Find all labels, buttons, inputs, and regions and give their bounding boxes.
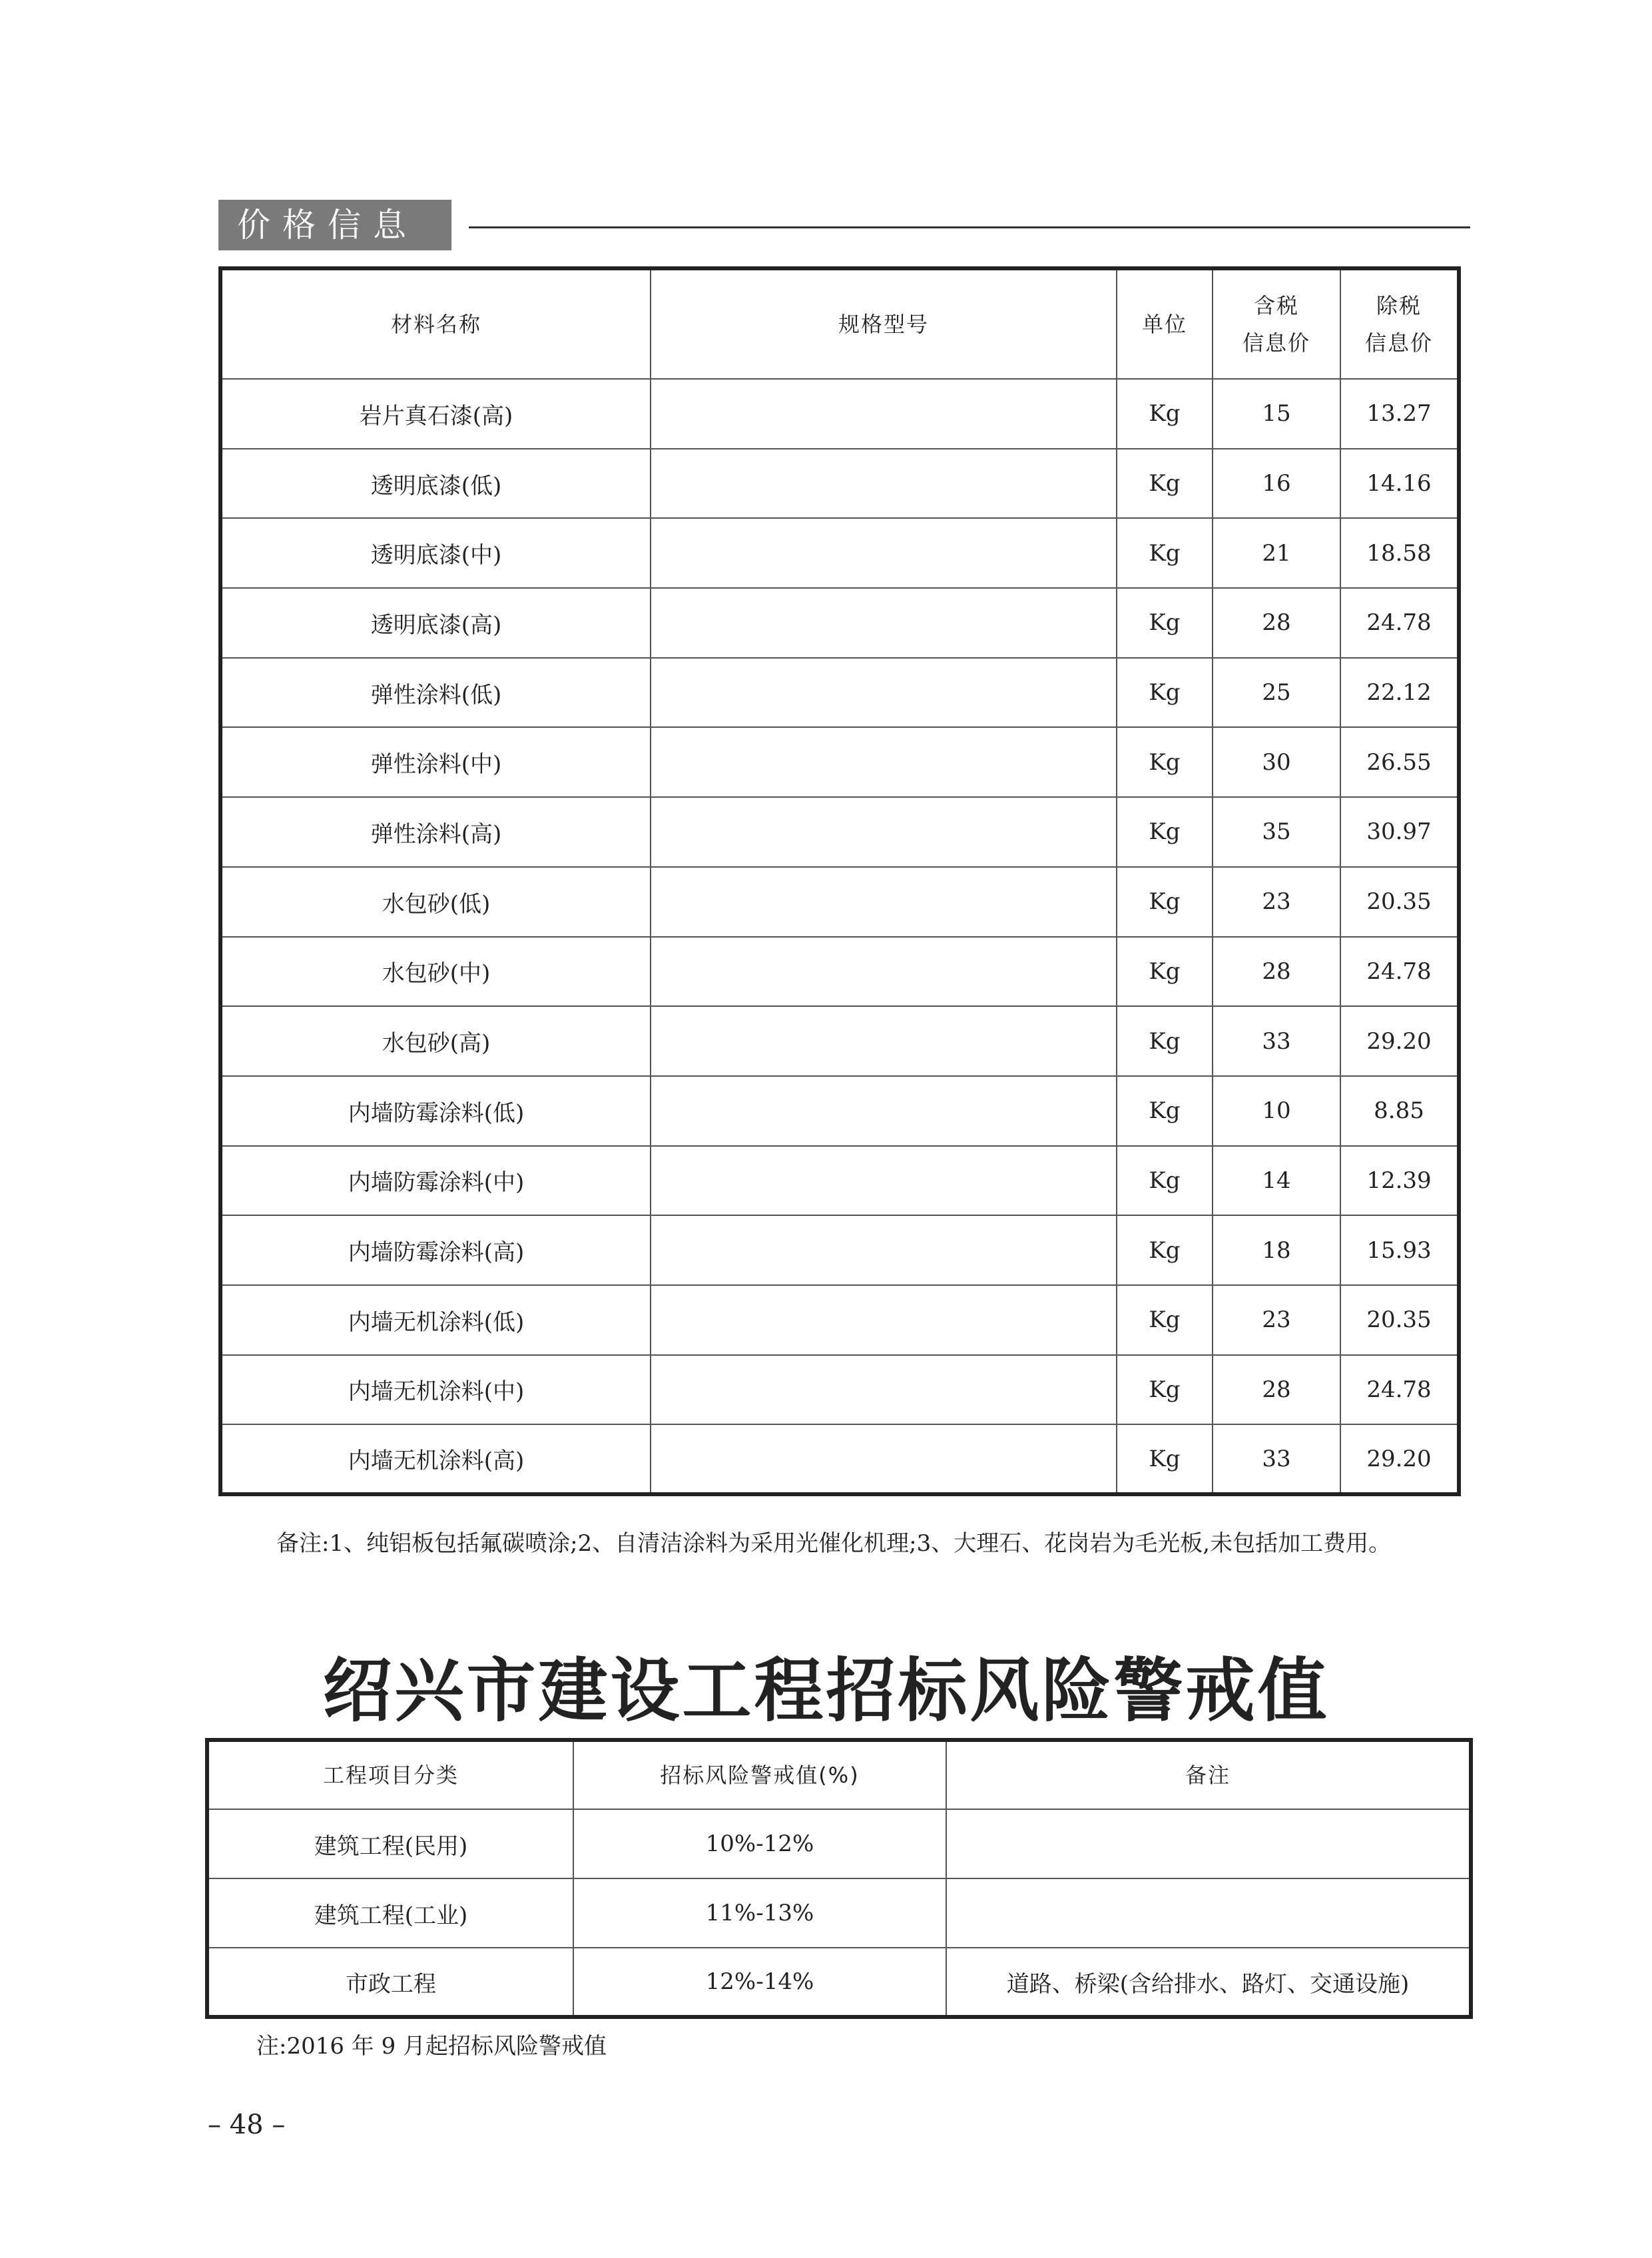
header-tax-excluded-line1: 除税 <box>1376 293 1422 318</box>
table-row <box>220 937 1459 1007</box>
tax-excluded-price-cell: 22.12 <box>1340 658 1459 728</box>
spec-cell <box>651 588 1117 658</box>
spec-cell <box>651 1424 1117 1494</box>
risk-footnote: 注:2016 年 9 月起招标风险警戒值 <box>256 2033 607 2060</box>
material-name-cell: 内墙无机涂料(中) <box>220 1355 651 1425</box>
header-spec-model: 规格型号 <box>651 268 1117 379</box>
tax-included-price-cell: 35 <box>1213 797 1340 867</box>
unit-cell: Kg <box>1117 727 1213 797</box>
unit-cell: Kg <box>1117 588 1213 658</box>
risk-value-cell: 11%-13% <box>573 1878 946 1948</box>
remark-text: 备注:1、纯铝板包括氟碳喷涂;2、自清洁涂料为采用光催化机理;3、大理石、花岗岩为毛光板,未包括加工费用。 <box>276 1530 1392 1557</box>
unit-cell: Kg <box>1117 867 1213 937</box>
material-name-cell: 弹性涂料(中) <box>220 727 651 797</box>
table-row <box>220 1215 1459 1285</box>
material-name-cell: 内墙无机涂料(低) <box>220 1285 651 1355</box>
table-row <box>220 449 1459 519</box>
table-row <box>220 588 1459 658</box>
spec-cell <box>651 1285 1117 1355</box>
unit-cell: Kg <box>1117 449 1213 519</box>
spec-cell <box>651 867 1117 937</box>
tax-included-price-cell: 23 <box>1213 867 1340 937</box>
note-cell <box>946 1809 1471 1878</box>
tax-excluded-price-cell: 30.97 <box>1340 797 1459 867</box>
material-name-cell: 内墙防霉涂料(高) <box>220 1215 651 1285</box>
tax-included-price-cell: 21 <box>1213 518 1340 588</box>
risk-value-cell: 12%-14% <box>573 1948 946 2017</box>
tax-included-price-cell: 15 <box>1213 379 1340 449</box>
material-name-cell: 透明底漆(高) <box>220 588 651 658</box>
page-number: – 48 – <box>208 2110 286 2140</box>
table-row <box>220 1076 1459 1146</box>
header-tax-included-line1: 含税 <box>1253 293 1299 318</box>
project-category-cell: 建筑工程(民用) <box>207 1809 573 1878</box>
tax-included-price-cell: 28 <box>1213 588 1340 658</box>
unit-cell: Kg <box>1117 797 1213 867</box>
material-name-cell: 水包砂(低) <box>220 867 651 937</box>
spec-cell <box>651 1076 1117 1146</box>
tax-excluded-price-cell: 29.20 <box>1340 1006 1459 1076</box>
risk-value-cell: 10%-12% <box>573 1809 946 1878</box>
unit-cell: Kg <box>1117 1215 1213 1285</box>
price-table-header <box>220 268 1459 379</box>
spec-cell <box>651 449 1117 519</box>
spec-cell <box>651 379 1117 449</box>
spec-cell <box>651 937 1117 1007</box>
table-row <box>220 797 1459 867</box>
spec-cell <box>651 727 1117 797</box>
price-table <box>218 266 1461 1496</box>
section-header <box>218 200 1470 250</box>
tax-included-price-cell: 33 <box>1213 1006 1340 1076</box>
tax-included-price-cell: 10 <box>1213 1076 1340 1146</box>
header-tax-included-line2: 信息价 <box>1242 330 1310 356</box>
tax-excluded-price-cell: 14.16 <box>1340 449 1459 519</box>
tax-excluded-price-cell: 18.58 <box>1340 518 1459 588</box>
tax-excluded-price-cell: 20.35 <box>1340 1285 1459 1355</box>
header-material-name: 材料名称 <box>220 268 651 379</box>
material-name-cell: 内墙防霉涂料(中) <box>220 1146 651 1216</box>
material-name-cell: 透明底漆(低) <box>220 449 651 519</box>
material-name-cell: 岩片真石漆(高) <box>220 379 651 449</box>
table-row <box>220 1285 1459 1355</box>
project-category-cell: 建筑工程(工业) <box>207 1878 573 1948</box>
table-row <box>207 1948 1471 2017</box>
tax-included-price-cell: 30 <box>1213 727 1340 797</box>
tax-excluded-price-cell: 26.55 <box>1340 727 1459 797</box>
spec-cell <box>651 658 1117 728</box>
material-name-cell: 水包砂(高) <box>220 1006 651 1076</box>
unit-cell: Kg <box>1117 518 1213 588</box>
tax-excluded-price-cell: 8.85 <box>1340 1076 1459 1146</box>
note-cell: 道路、桥梁(含给排水、路灯、交通设施) <box>946 1948 1471 2017</box>
table-row <box>220 1006 1459 1076</box>
tax-included-price-cell: 14 <box>1213 1146 1340 1216</box>
header-tax-excluded-price <box>1340 268 1459 379</box>
table-row <box>220 867 1459 937</box>
unit-cell: Kg <box>1117 1424 1213 1494</box>
tax-excluded-price-cell: 12.39 <box>1340 1146 1459 1216</box>
section-rule <box>469 226 1470 228</box>
table-row <box>220 1146 1459 1216</box>
unit-cell: Kg <box>1117 1285 1213 1355</box>
spec-cell <box>651 797 1117 867</box>
header-tax-included-price <box>1213 268 1340 379</box>
header-note: 备注 <box>946 1740 1471 1809</box>
table-row <box>220 658 1459 728</box>
spec-cell <box>651 1215 1117 1285</box>
note-cell <box>946 1878 1471 1948</box>
spec-cell <box>651 518 1117 588</box>
material-name-cell: 弹性涂料(高) <box>220 797 651 867</box>
project-category-cell: 市政工程 <box>207 1948 573 2017</box>
tax-excluded-price-cell: 20.35 <box>1340 867 1459 937</box>
tax-included-price-cell: 16 <box>1213 449 1340 519</box>
table-row <box>220 518 1459 588</box>
unit-cell: Kg <box>1117 1355 1213 1425</box>
table-row <box>220 379 1459 449</box>
material-name-cell: 内墙防霉涂料(低) <box>220 1076 651 1146</box>
tax-excluded-price-cell: 24.78 <box>1340 1355 1459 1425</box>
tax-excluded-price-cell: 24.78 <box>1340 937 1459 1007</box>
spec-cell <box>651 1146 1117 1216</box>
risk-section-title: 绍兴市建设工程招标风险警戒值 <box>322 1649 1330 1731</box>
tax-included-price-cell: 23 <box>1213 1285 1340 1355</box>
header-project-category: 工程项目分类 <box>207 1740 573 1809</box>
tax-excluded-price-cell: 15.93 <box>1340 1215 1459 1285</box>
unit-cell: Kg <box>1117 379 1213 449</box>
unit-cell: Kg <box>1117 1076 1213 1146</box>
tax-included-price-cell: 18 <box>1213 1215 1340 1285</box>
tax-included-price-cell: 33 <box>1213 1424 1340 1494</box>
risk-table <box>205 1738 1473 2019</box>
table-row <box>207 1809 1471 1878</box>
unit-cell: Kg <box>1117 1146 1213 1216</box>
table-row <box>220 1424 1459 1494</box>
material-name-cell: 透明底漆(中) <box>220 518 651 588</box>
unit-cell: Kg <box>1117 658 1213 728</box>
header-tax-excluded-line2: 信息价 <box>1364 330 1433 356</box>
header-unit: 单位 <box>1117 268 1213 379</box>
table-row <box>207 1878 1471 1948</box>
tax-included-price-cell: 28 <box>1213 1355 1340 1425</box>
unit-cell: Kg <box>1117 937 1213 1007</box>
table-row <box>220 727 1459 797</box>
spec-cell <box>651 1006 1117 1076</box>
header-risk-value: 招标风险警戒值(%) <box>573 1740 946 1809</box>
material-name-cell: 弹性涂料(低) <box>220 658 651 728</box>
tax-included-price-cell: 25 <box>1213 658 1340 728</box>
tax-excluded-price-cell: 13.27 <box>1340 379 1459 449</box>
table-row <box>220 1355 1459 1425</box>
tax-excluded-price-cell: 24.78 <box>1340 588 1459 658</box>
risk-table-header <box>207 1740 1471 1809</box>
material-name-cell: 内墙无机涂料(高) <box>220 1424 651 1494</box>
spec-cell <box>651 1355 1117 1425</box>
unit-cell: Kg <box>1117 1006 1213 1076</box>
material-name-cell: 水包砂(中) <box>220 937 651 1007</box>
section-tag: 价格信息 <box>218 200 451 250</box>
tax-excluded-price-cell: 29.20 <box>1340 1424 1459 1494</box>
tax-included-price-cell: 28 <box>1213 937 1340 1007</box>
